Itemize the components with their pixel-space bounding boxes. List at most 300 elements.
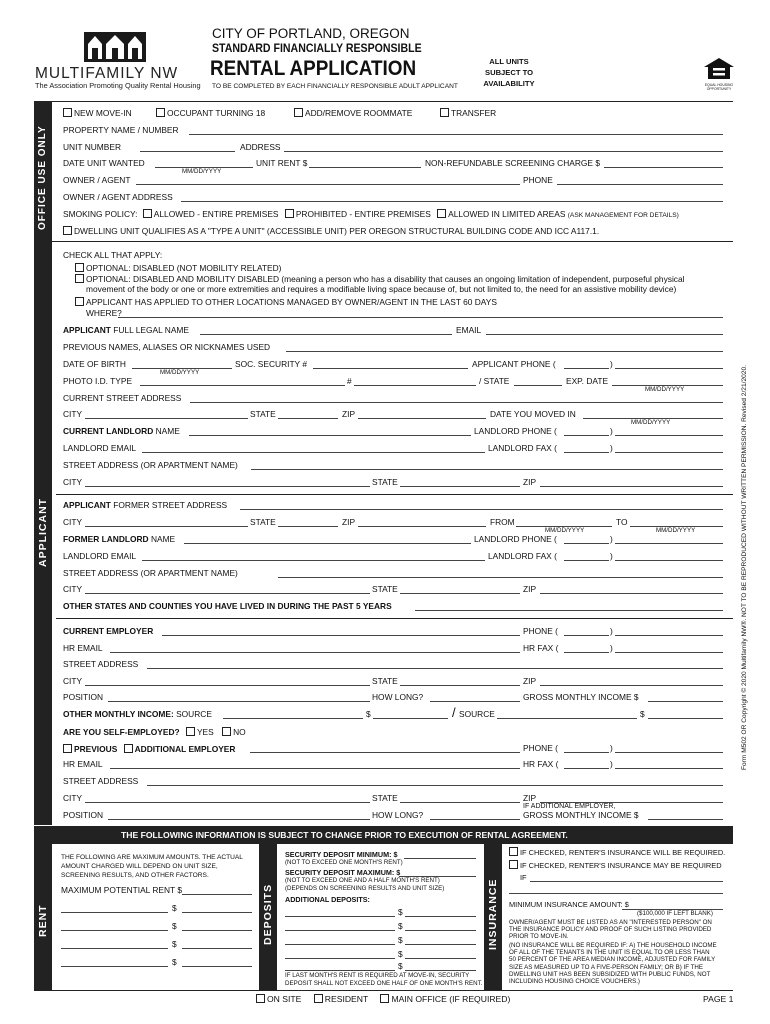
ins-note2-line: SIZE AS MEASURED UP TO A FIVE-PERSON FAMILY; OR B) IF THE (509, 963, 703, 971)
left-blank-note: ($100,000 IF LEFT BLANK) (637, 910, 713, 917)
from-format: MM/DD/YYYY (545, 527, 585, 534)
availability-line: ALL UNITS (489, 57, 529, 66)
new-move-in-checkbox[interactable] (63, 108, 72, 117)
option-label: NEW MOVE-IN (74, 108, 132, 118)
landlord-email-label: LANDLORD EMAIL (63, 443, 137, 453)
state-label: STATE (372, 676, 398, 686)
name-word: NAME (155, 426, 180, 436)
deposit-desc[interactable] (285, 958, 395, 959)
previous-checkbox[interactable] (63, 744, 72, 753)
smoking-row (63, 209, 679, 220)
current-landlord-row (63, 427, 180, 435)
smoke-prohibited-checkbox[interactable] (285, 209, 294, 218)
former-landlord-phone-area[interactable] (564, 543, 609, 544)
screening-label: NON-REFUNDABLE SCREENING CHARGE $ (425, 158, 600, 168)
ins-note2-line: DWELLING UNIT HAS BEEN SUBSIDIZED WITH PUBLIC FUNDS, NOT (509, 970, 711, 978)
email-field[interactable] (486, 334, 723, 335)
date-moved-format: MM/DD/YYYY (631, 419, 671, 426)
paren: ) (610, 759, 613, 769)
dollar-sign: $ (398, 949, 403, 959)
property-field[interactable] (189, 134, 723, 135)
rent-note (61, 853, 243, 880)
prev-city-field[interactable] (85, 802, 370, 803)
ins-may-checkbox[interactable] (509, 860, 518, 869)
photo-id-type-field[interactable] (140, 385, 345, 386)
prev-state-field[interactable] (400, 802, 520, 803)
current-street-field[interactable] (190, 402, 723, 403)
disabled-checkbox[interactable] (75, 263, 84, 272)
employer-phone-area[interactable] (564, 635, 609, 636)
exp-date-label: EXP. DATE (566, 376, 609, 386)
ins-note2-line: OF ALL OF THE TENANTS IN THE UNIT IS EQUAL TO OR LESS THAN (509, 949, 710, 957)
dollar-sign: $ (172, 903, 177, 913)
ins-required-row (509, 847, 725, 856)
employer-phone-label: PHONE ( (523, 626, 558, 636)
form-title: RENTAL APPLICATION (210, 57, 417, 80)
hash: # (347, 376, 352, 386)
previous-employer-row (63, 744, 235, 753)
option-row (156, 108, 265, 117)
ins-may-label: IF CHECKED, RENTER'S INSURANCE MAY BE REQUIRED (520, 861, 722, 870)
landlord-state-field[interactable] (400, 486, 520, 487)
ins-may-row (509, 860, 722, 869)
type-a-checkbox[interactable] (63, 226, 72, 235)
ins-note2-line: INCLUDING HOUSING CHOICE VOUCHERS.) (509, 978, 640, 986)
no-label: NO (233, 727, 246, 737)
self-employed-row (63, 727, 246, 736)
smoke-allowed-checkbox[interactable] (143, 209, 152, 218)
how-long-label: HOW LONG? (372, 692, 424, 702)
former-state-field[interactable] (278, 526, 338, 527)
paren: ) (610, 626, 613, 636)
info-banner-text: THE FOLLOWING INFORMATION IS SUBJECT TO CHANGE PRIOR TO EXECUTION OF RENTAL AGREEMENT. (121, 830, 568, 840)
hr-email-field[interactable] (110, 652, 520, 653)
sec-max-label: SECURITY DEPOSIT MAXIMUM: $ (285, 868, 401, 877)
deposit-desc[interactable] (285, 916, 395, 917)
deposit-desc[interactable] (285, 970, 395, 971)
deposit-amount[interactable] (405, 930, 476, 931)
eho-label: EQUAL HOUSING OPPORTUNITY (704, 83, 734, 91)
deposits-label: DEPOSITS (262, 883, 274, 945)
city-label: CITY (63, 584, 83, 594)
applicant-phone-field[interactable] (615, 368, 723, 369)
other-states-label: OTHER STATES AND COUNTIES YOU HAVE LIVED IN DURING THE PAST 5 YEARS (63, 601, 392, 611)
resident-checkbox[interactable] (314, 994, 323, 1003)
logo (84, 32, 146, 62)
max-rent-label: MAXIMUM POTENTIAL RENT $ (61, 885, 182, 895)
ins-condition-field[interactable] (530, 881, 723, 882)
current-landlord-field[interactable] (189, 435, 471, 436)
zip-label: ZIP (342, 409, 356, 419)
option-label: ADD/REMOVE ROOMMATE (305, 108, 413, 118)
ins-condition-field-2[interactable] (509, 893, 723, 894)
prev-hr-fax-area[interactable] (564, 768, 609, 769)
owner-address-field[interactable] (181, 201, 723, 202)
how-long-field[interactable] (430, 701, 520, 702)
prev-employer-phone-field[interactable] (615, 752, 723, 753)
former-city-field[interactable] (85, 526, 248, 527)
hr-fax-field[interactable] (615, 652, 723, 653)
dollar-sign: $ (398, 935, 403, 945)
prev-how-long-field[interactable] (430, 819, 520, 820)
logo-houses-icon (84, 32, 146, 62)
landlord-fax-field[interactable] (615, 452, 723, 453)
hr-fax-area[interactable] (564, 652, 609, 653)
logo-name: MULTIFAMILY NW (35, 65, 179, 82)
city-label: CITY (63, 477, 83, 487)
previous-employer-field[interactable] (250, 752, 520, 753)
ins-note-line: OWNER/AGENT MUST BE LISTED AS AN "INTERESTED PERSON" ON (509, 919, 712, 926)
ins-note-line: PRIOR TO MOVE-IN. (509, 933, 569, 941)
other-income-source2-field[interactable] (497, 718, 637, 719)
main-office-checkbox[interactable] (380, 994, 389, 1003)
applicant-word: APPLICANT (63, 325, 111, 335)
equal-housing-icon (701, 57, 737, 89)
yes-label: YES (196, 727, 214, 737)
former-street-label: FORMER STREET ADDRESS (113, 500, 228, 510)
former-landlord-phone-field[interactable] (615, 543, 723, 544)
on-site-checkbox[interactable] (256, 994, 265, 1003)
position-label: POSITION (63, 810, 104, 820)
date-wanted-label: DATE UNIT WANTED (63, 158, 145, 168)
mobility-label: OPTIONAL: DISABLED AND MOBILITY DISABLED (meaning a person who has a disability that causes an ongoing limitation of independent, purposeful physical (86, 274, 685, 284)
date-format-hint: MM/DD/YYYY (182, 168, 222, 175)
disabled-row (75, 263, 281, 272)
id-state-label: / STATE (479, 376, 510, 386)
availability-line: AVAILABILITY (483, 79, 535, 88)
rent-extra-amount[interactable] (182, 948, 252, 949)
former-landlord-street-field[interactable] (278, 577, 723, 578)
applicant-phone-label: APPLICANT PHONE ( (472, 359, 556, 369)
to-format: MM/DD/YYYY (656, 527, 696, 534)
employer-street-field[interactable] (147, 668, 723, 669)
ssn-label: SOC. SECURITY # (235, 359, 307, 369)
landlord-email-label: LANDLORD EMAIL (63, 551, 137, 561)
if-additional-label: IF ADDITIONAL EMPLOYER, (523, 803, 616, 810)
dollar-sign: $ (366, 709, 371, 719)
applicant-phone-area[interactable] (564, 368, 609, 369)
exp-format: MM/DD/YYYY (645, 386, 685, 393)
state-label: STATE (250, 409, 276, 419)
landlord-fax-label: LANDLORD FAX ( (488, 551, 557, 561)
prev-street-label: STREET ADDRESS (63, 776, 139, 786)
prev-street-field[interactable] (147, 785, 723, 786)
paren: ) (610, 359, 613, 369)
occupant-turning-checkbox[interactable] (156, 108, 165, 117)
landlord-street-label: STREET ADDRESS (OR APARTMENT NAME) (63, 460, 238, 470)
state-field[interactable] (278, 418, 338, 419)
former-landlord-state-field[interactable] (400, 593, 520, 594)
mobility-checkbox[interactable] (75, 274, 84, 283)
landlord-city-field[interactable] (85, 486, 370, 487)
where-field[interactable] (118, 317, 723, 318)
former-landlord-field[interactable] (184, 543, 471, 544)
applicant-name-row (63, 326, 189, 334)
other-income-row (63, 710, 212, 718)
unit-number-field[interactable] (140, 151, 235, 152)
dollar-sign: $ (640, 709, 645, 719)
additional-checkbox[interactable] (124, 744, 133, 753)
option-row (440, 108, 496, 117)
former-landlord-fax-area[interactable] (564, 560, 609, 561)
position-label: POSITION (63, 692, 104, 702)
if-label: IF (520, 873, 527, 882)
ssn-field[interactable] (313, 368, 468, 369)
to-label: TO (616, 517, 628, 527)
landlord-fax-label: LANDLORD FAX ( (488, 443, 557, 453)
rent-extra-amount[interactable] (182, 912, 252, 913)
ins-required-label: IF CHECKED, RENTER'S INSURANCE WILL BE REQUIRED. (520, 848, 726, 857)
main-office-label: MAIN OFFICE (IF REQUIRED) (391, 994, 511, 1004)
footer-options (256, 994, 510, 1004)
former-street-field[interactable] (240, 509, 723, 510)
rent-note-line: AMOUNT CHARGED WILL DEPEND ON UNIT SIZE, (61, 863, 218, 870)
phone-field[interactable] (557, 184, 723, 185)
option-row (294, 108, 412, 117)
check-all-label: CHECK ALL THAT APPLY: (63, 250, 163, 260)
ins-note2-line: (NO INSURANCE WILL BE REQUIRED IF: A) THE HOUSEHOLD INCOME (509, 942, 717, 949)
other-income-amount2-field[interactable] (648, 718, 723, 719)
city-label: CITY (63, 676, 83, 686)
state-label: STATE (372, 584, 398, 594)
date-moved-label: DATE YOU MOVED IN (490, 409, 576, 419)
employer-state-field[interactable] (400, 685, 520, 686)
additional-deposits-label: ADDITIONAL DEPOSITS: (285, 895, 370, 904)
state-label: STATE (250, 517, 276, 527)
rent-extra-desc[interactable] (61, 912, 168, 913)
applicant-word: APPLICANT (63, 500, 111, 510)
property-label: PROPERTY NAME / NUMBER (63, 125, 179, 135)
photo-id-label: PHOTO I.D. TYPE (63, 376, 133, 386)
deposit-amount[interactable] (405, 958, 476, 959)
zip-label: ZIP (523, 477, 537, 487)
state-label: STATE (372, 793, 398, 803)
paren: ) (610, 534, 613, 544)
name-word: NAME (150, 534, 176, 544)
rent-extra-desc[interactable] (61, 930, 168, 931)
city-label: CITY (63, 793, 83, 803)
former-landlord-email-field[interactable] (142, 560, 485, 561)
landlord-phone-area[interactable] (564, 435, 609, 436)
source-label-2: SOURCE (459, 709, 495, 719)
unit-rent-field[interactable] (309, 167, 421, 168)
former-street-row (63, 501, 227, 509)
deposit-amount[interactable] (405, 916, 476, 917)
state-label: STATE (372, 477, 398, 487)
rent-label: RENT (37, 904, 49, 937)
paren: ) (610, 743, 613, 753)
prev-position-field[interactable] (108, 819, 370, 820)
min-ins-label: MINIMUM INSURANCE AMOUNT: $ (509, 900, 629, 909)
landlord-street-field[interactable] (251, 469, 723, 470)
sec-max-note: (DEPENDS ON SCREENING RESULTS AND UNIT SIZE) (285, 885, 445, 892)
availability-line: SUBJECT TO (485, 68, 533, 77)
smoking-label: SMOKING POLICY: (63, 209, 138, 219)
deposit-desc[interactable] (285, 944, 395, 945)
address-field[interactable] (284, 151, 723, 152)
hr-fax-label: HR FAX ( (523, 759, 559, 769)
source-label: SOURCE (176, 709, 212, 719)
disabled-label: OPTIONAL: DISABLED (NOT MOBILITY RELATED) (86, 263, 282, 273)
type-a-label: DWELLING UNIT QUALIFIES AS A "TYPE A UNIT" (ACCESSIBLE UNIT) PER OREGON STRUCTURAL BUILDING CODE AND ICC A117.1. (74, 226, 600, 236)
city-label: CITY (63, 517, 83, 527)
owner-label: OWNER / AGENT (63, 175, 131, 185)
screening-field[interactable] (604, 167, 723, 168)
landlord-phone-field[interactable] (615, 435, 723, 436)
landlord-phone-label: LANDLORD PHONE ( (474, 426, 557, 436)
gross-income-field[interactable] (648, 701, 723, 702)
dollar-sign: $ (398, 961, 403, 971)
rent-extra-amount[interactable] (182, 930, 252, 931)
current-landlord-label: CURRENT LANDLORD (63, 426, 154, 436)
paren: ) (610, 643, 613, 653)
ins-note2 (509, 942, 717, 985)
former-landlord-zip-field[interactable] (540, 593, 723, 594)
logo-tagline: The Association Promoting Quality Rental Housing (35, 81, 201, 90)
add-remove-roommate-checkbox[interactable] (294, 108, 303, 117)
employer-zip-field[interactable] (540, 685, 723, 686)
prev-hr-email-field[interactable] (110, 768, 520, 769)
landlord-fax-area[interactable] (564, 452, 609, 453)
photo-id-number-field[interactable] (354, 385, 476, 386)
former-zip-field[interactable] (358, 526, 486, 527)
other-income-amount-field[interactable] (373, 718, 448, 719)
sec-min-note: (NOT TO EXCEED ONE MONTH'S RENT) (285, 859, 403, 866)
former-landlord-street-label: STREET ADDRESS (OR APARTMENT NAME) (63, 568, 238, 578)
other-states-field[interactable] (415, 610, 723, 611)
prev-names-field[interactable] (286, 351, 723, 352)
ins-required-checkbox[interactable] (509, 847, 518, 856)
other-locations-label: APPLICANT HAS APPLIED TO OTHER LOCATIONS MANAGED BY OWNER/AGENT IN THE LAST 60 DAYS (86, 297, 497, 307)
where-label: WHERE? (86, 308, 122, 318)
email-label: EMAIL (456, 325, 482, 335)
gross-income-label: GROSS MONTHLY INCOME $ (523, 692, 639, 702)
deposit-amount[interactable] (405, 944, 476, 945)
option-label: TRANSFER (451, 108, 497, 118)
employer-street-label: STREET ADDRESS (63, 659, 139, 669)
paren: ) (610, 551, 613, 561)
additional-label: ADDITIONAL EMPLOYER (134, 744, 236, 754)
other-locations-checkbox[interactable] (75, 297, 84, 306)
smoke-limited-checkbox[interactable] (437, 209, 446, 218)
former-landlord-city-field[interactable] (85, 593, 370, 594)
from-label: FROM (490, 517, 515, 527)
office-use-label: OFFICE USE ONLY (37, 125, 48, 230)
zip-field[interactable] (358, 418, 486, 419)
sec-max-note: (NOT TO EXCEED ONE AND A HALF MONTH'S RENT) (285, 877, 440, 884)
former-landlord-fax-field[interactable] (615, 560, 723, 561)
office-options (63, 108, 132, 117)
rent-note-line: SCREENING RESULTS, AND OTHER FACTORS. (61, 872, 209, 879)
max-rent-field[interactable] (182, 894, 252, 895)
rent-extra-desc[interactable] (61, 948, 168, 949)
prev-employer-phone-area[interactable] (564, 752, 609, 753)
current-street-label: CURRENT STREET ADDRESS (63, 393, 182, 403)
prev-gross-field[interactable] (648, 819, 723, 820)
ins-note-line: THE INSURANCE POLICY AND PROOF OF SUCH LISTING PROVIDED (509, 926, 712, 934)
employer-city-field[interactable] (85, 685, 370, 686)
insurance-label: INSURANCE (487, 878, 499, 950)
unit-rent-label: UNIT RENT $ (256, 158, 308, 168)
transfer-checkbox[interactable] (440, 108, 449, 117)
ins-note (509, 919, 712, 941)
self-employed-label: ARE YOU SELF-EMPLOYED? (63, 727, 180, 737)
prev-hr-fax-field[interactable] (615, 768, 723, 769)
dollar-sign: $ (172, 957, 177, 967)
sec-min-field[interactable] (404, 858, 476, 859)
slash-divider: / (452, 705, 456, 720)
rent-extra-desc[interactable] (61, 966, 168, 967)
city-heading: CITY OF PORTLAND, OREGON (212, 26, 410, 41)
dollar-sign: $ (398, 907, 403, 917)
applicant-label: APPLICANT (37, 497, 49, 567)
employer-phone-field[interactable] (615, 635, 723, 636)
page-number: PAGE 1 (703, 994, 734, 1004)
on-site-label: ON SITE (267, 994, 302, 1004)
how-long-label: HOW LONG? (372, 810, 424, 820)
landlord-email-field[interactable] (142, 452, 485, 453)
id-state-field[interactable] (514, 385, 562, 386)
dollar-sign: $ (172, 921, 177, 931)
rent-extra-amount[interactable] (182, 966, 252, 967)
current-employer-field[interactable] (162, 635, 520, 636)
former-landlord-row (63, 535, 175, 543)
other-locations-row (75, 297, 497, 306)
other-income-label: OTHER MONTHLY INCOME: (63, 709, 174, 719)
self-employed-yes-checkbox[interactable] (186, 727, 195, 736)
instruction: TO BE COMPLETED BY EACH FINANCIALLY RESPONSIBLE ADULT APPLICANT (212, 83, 458, 90)
dollar-sign: $ (398, 921, 403, 931)
owner-field[interactable] (136, 184, 520, 185)
deposit-desc[interactable] (285, 930, 395, 931)
unit-number-label: UNIT NUMBER (63, 142, 122, 152)
dob-format: MM/DD/YYYY (160, 369, 200, 376)
zip-label: ZIP (523, 584, 537, 594)
owner-address-label: OWNER / AGENT ADDRESS (63, 192, 173, 202)
mobility-continued: movement of the body or one or more extremities and requires a modifiable living space because of, but not limited to, the need for an assistive mobility device) (86, 284, 677, 294)
zip-label: ZIP (523, 793, 537, 803)
position-field[interactable] (108, 701, 370, 702)
deposit-amount[interactable] (405, 970, 476, 971)
option-label: OCCUPANT TURNING 18 (167, 108, 266, 118)
hr-fax-label: HR FAX ( (523, 643, 559, 653)
prev-gross-label: GROSS MONTHLY INCOME $ (523, 810, 639, 820)
former-landlord-label: FORMER LANDLORD (63, 534, 149, 544)
prev-names-label: PREVIOUS NAMES, ALIASES OR NICKNAMES USED (63, 342, 271, 352)
ask-management: (ASK MANAGEMENT FOR DETAILS) (567, 212, 679, 219)
paren: ) (610, 443, 613, 453)
city-field[interactable] (85, 418, 248, 419)
form-subtitle: STANDARD FINANCIALLY RESPONSIBLE (212, 43, 422, 55)
ins-note2-line: 50 PERCENT OF THE AREA MEDIAN INCOME, ADJUSTED FOR FAMILY (509, 956, 716, 964)
zip-label: ZIP (523, 676, 537, 686)
current-employer-label: CURRENT EMPLOYER (63, 626, 154, 636)
previous-label: PREVIOUS (74, 744, 118, 754)
hr-email-label: HR EMAIL (63, 643, 103, 653)
hr-email-label: HR EMAIL (63, 759, 103, 769)
self-employed-no-checkbox[interactable] (222, 727, 231, 736)
full-name-field[interactable] (200, 334, 452, 335)
rent-note-line: THE FOLLOWING ARE MAXIMUM AMOUNTS. THE ACTUAL (61, 854, 243, 861)
last-month-note: IF LAST MONTH'S RENT IS REQUIRED AT MOVE-IN, SECURITY (285, 972, 470, 979)
landlord-zip-field[interactable] (540, 486, 723, 487)
dollar-sign: $ (172, 939, 177, 949)
phone-label: PHONE ( (523, 743, 558, 753)
last-month-note: DEPOSIT SHALL NOT EXCEED ONE HALF OF ONE MONTH'S RENT. (285, 980, 483, 987)
smoke-option: ALLOWED IN LIMITED AREAS (448, 209, 566, 219)
resident-label: RESIDENT (324, 994, 369, 1004)
other-income-source-field[interactable] (223, 718, 363, 719)
